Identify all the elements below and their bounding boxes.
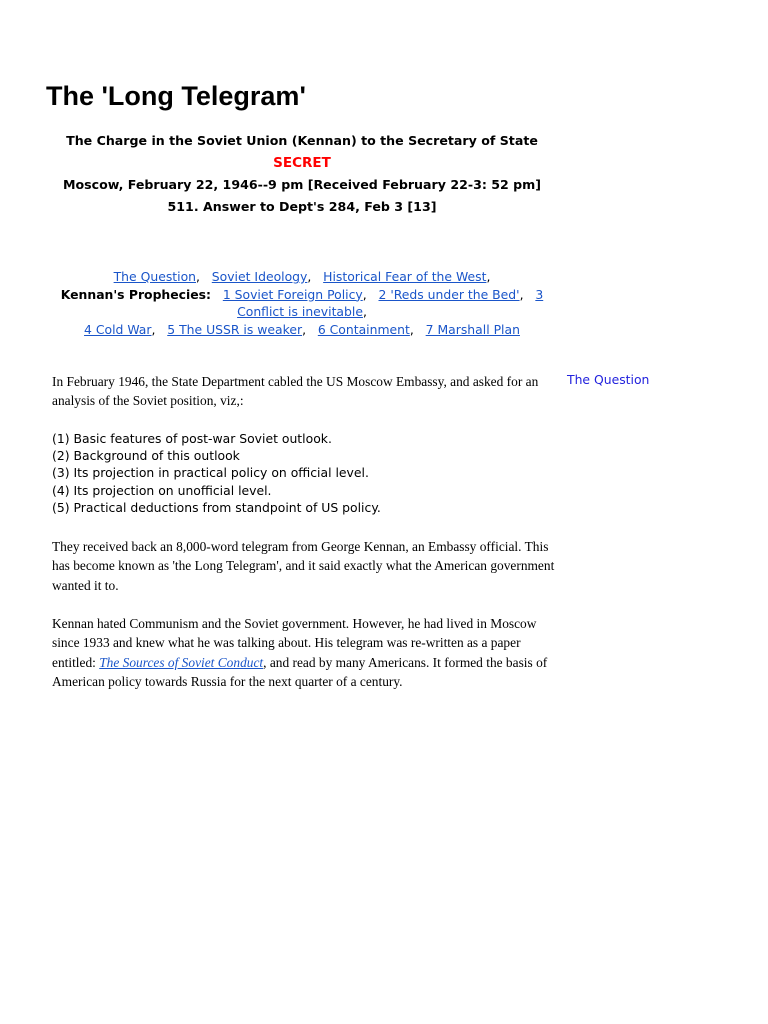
section-navigation: The Question, Soviet Ideology, Historical Fear of the West, Kennan's Prophecies: 1 Soviet Foreign Policy, 2 'Reds under the Bed', 3 Conflict is inevitable, 4 Cold War, 5 The USSR is weaker, 6 Containment, 7 Marshall Plan	[60, 269, 544, 337]
nav-link-historical-fear[interactable]: Historical Fear of the West	[323, 269, 487, 284]
telegram-header	[0, 130, 604, 218]
question-list	[52, 430, 381, 516]
header-reference-line: 511. Answer to Dept's 284, Feb 3 [13]	[167, 199, 437, 214]
nav-link-prophecy-3[interactable]: 3 Conflict is inevitable	[237, 286, 544, 319]
sources-of-soviet-conduct-link[interactable]: The Sources of Soviet Conduct	[99, 654, 264, 670]
telegram-paragraph: They received back an 8,000-word telegram from George Kennan, an Embassy official. This has become known as 'the Long Telegram', and it said exactly what the American government wanted it to.	[52, 539, 555, 593]
kennan-paragraph-text-end: , and read by many Americans. It formed the basis of American policy towards Russia for the next quarter of a century.	[52, 654, 548, 690]
kennan-paragraph-text-start: Kennan hated Communism and the Soviet government. However, he had lived in Moscow since 1933 and knew what he was talking about. His telegram was re-written as a paper entitled:	[52, 616, 537, 670]
kennan-paragraph	[52, 614, 562, 692]
nav-link-the-question[interactable]: The Question	[113, 269, 197, 284]
list-item: (4) Its projection on unofficial level.	[52, 482, 272, 498]
list-item: (2) Background of this outlook	[52, 448, 240, 464]
list-item: (3) Its projection in practical policy on official level.	[52, 465, 369, 481]
nav-link-prophecy-6[interactable]: 6 Containment	[317, 321, 410, 337]
nav-link-prophecy-4[interactable]: 4 Cold War	[84, 321, 152, 337]
nav-link-soviet-ideology[interactable]: Soviet Ideology	[211, 269, 308, 284]
nav-link-prophecy-1[interactable]: 1 Soviet Foreign Policy	[222, 286, 363, 302]
nav-link-prophecy-5[interactable]: 5 The USSR is weaker	[167, 321, 303, 337]
page-title: The 'Long Telegram'	[46, 81, 306, 111]
header-date-line: Moscow, February 22, 1946--9 pm [Received February 22-3: 52 pm]	[62, 177, 542, 192]
secret-label: SECRET	[273, 155, 331, 171]
prophecies-label: Kennan's Prophecies:	[60, 286, 211, 302]
list-item: (5) Practical deductions from standpoint of US policy.	[52, 499, 381, 515]
nav-link-prophecy-7[interactable]: 7 Marshall Plan	[425, 321, 520, 337]
sidebar-question-link[interactable]: The Question	[567, 372, 650, 387]
nav-link-prophecy-2[interactable]: 2 'Reds under the Bed'	[378, 286, 520, 302]
list-item: (1) Basic features of post-war Soviet outlook.	[52, 431, 332, 446]
header-recipient-line: The Charge in the Soviet Union (Kennan) to the Secretary of State	[66, 133, 538, 148]
intro-paragraph: In February 1946, the State Department cabled the US Moscow Embassy, and asked for an analysis of the Soviet position, viz,:	[52, 374, 539, 409]
